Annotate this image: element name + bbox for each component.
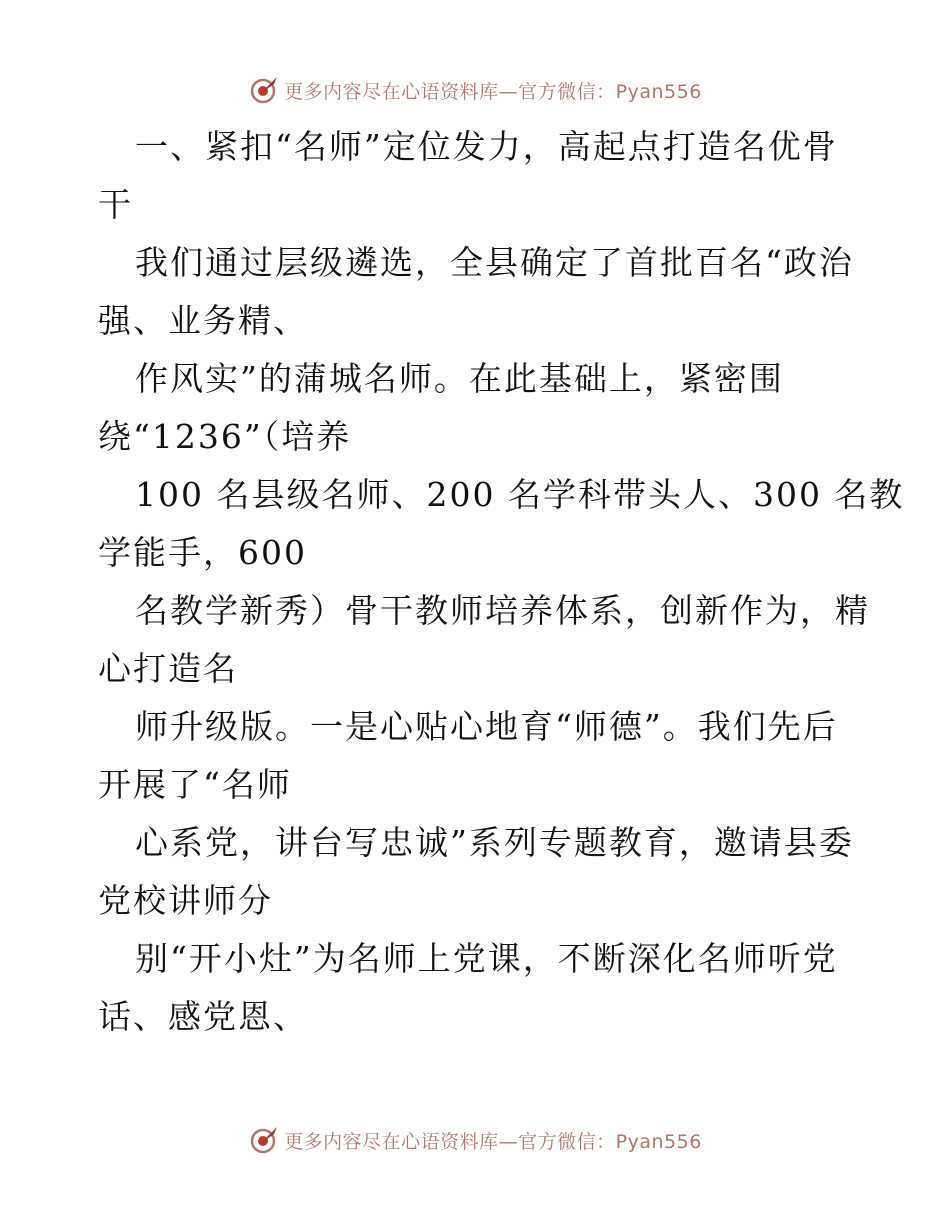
header-watermark-banner bbox=[0, 70, 950, 110]
text-line: 开展了“名师 bbox=[98, 765, 292, 804]
text-line: 话、感党恩、 bbox=[98, 997, 308, 1036]
text-line: 干 bbox=[98, 185, 133, 224]
text-line: 我们通过层级遴选，全县确定了首批百名“政治 bbox=[135, 243, 854, 282]
heading-line: 一、紧扣“名师”定位发力，高起点打造名优骨 bbox=[135, 127, 838, 166]
text-line: 作风实”的蒲城名师。在此基础上，紧密围 bbox=[135, 359, 784, 398]
text-line: 学能手，600 bbox=[98, 533, 307, 572]
text-line: 强、业务精、 bbox=[98, 301, 308, 340]
footer-banner-text: 更多内容尽在心语资料库—官方微信：Pyan556 bbox=[284, 1130, 702, 1153]
text-line: 心打造名 bbox=[98, 649, 238, 688]
text-line: 名教学新秀）骨干教师培养体系，创新作为，精 bbox=[135, 591, 870, 630]
text-line: 绕“1236”（培养 bbox=[98, 417, 352, 456]
text-line: 党校讲师分 bbox=[98, 881, 273, 920]
footer-watermark-banner bbox=[0, 1120, 950, 1160]
text-line: 师升级版。一是心贴心地育“师德”。我们先后 bbox=[135, 707, 838, 746]
document-body bbox=[98, 118, 905, 1046]
quill-logo-icon bbox=[248, 1124, 280, 1156]
quill-logo-icon bbox=[248, 74, 280, 106]
header-banner-text: 更多内容尽在心语资料库—官方微信：Pyan556 bbox=[284, 80, 702, 103]
text-line: 别“开小灶”为名师上党课，不断深化名师听党 bbox=[135, 939, 838, 978]
text-line: 100 名县级名师、200 名学科带头人、300 名教 bbox=[135, 475, 905, 514]
text-line: 心系党，讲台写忠诚”系列专题教育，邀请县委 bbox=[135, 823, 854, 862]
